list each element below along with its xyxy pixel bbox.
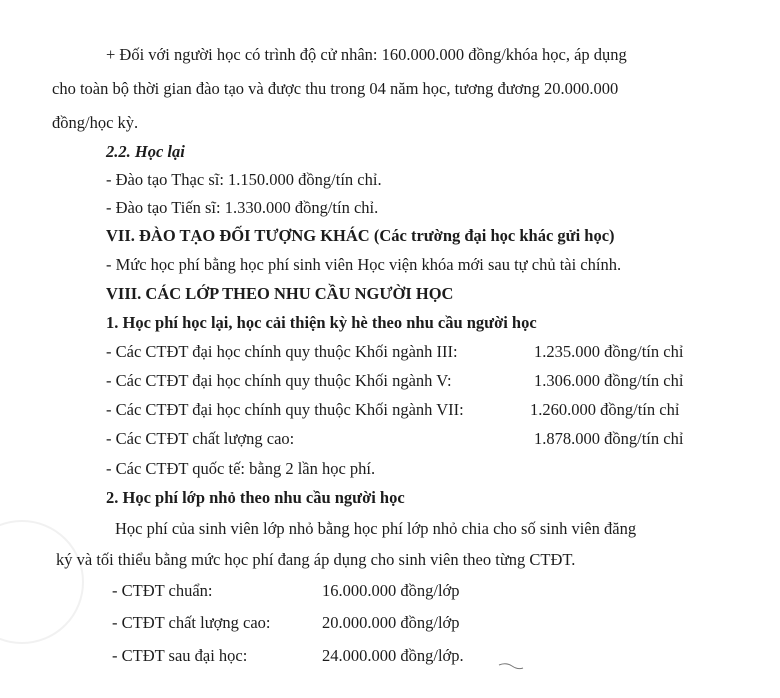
class-fee-label: - CTĐT chuẩn:: [112, 581, 213, 600]
pen-mark: [498, 662, 524, 672]
para1-line3: đồng/học kỳ.: [52, 113, 139, 132]
class-fee-label: - CTĐT chất lượng cao:: [112, 613, 271, 632]
fee-row-label: - Các CTĐT đại học chính quy thuộc Khối ngành VII:: [106, 400, 464, 419]
section-2-2-item: - Đào tạo Thạc sĩ: 1.150.000 đồng/tín chỉ.: [106, 170, 382, 189]
faded-stamp: [0, 520, 84, 644]
class-fee-value: 24.000.000 đồng/lớp.: [322, 646, 464, 665]
section-2-2-item: - Đào tạo Tiến sĩ: 1.330.000 đồng/tín chỉ.: [106, 198, 379, 217]
section-8-1-heading: 1. Học phí học lại, học cải thiện kỳ hè theo nhu cầu người học: [106, 313, 537, 332]
section-7-heading: VII. ĐÀO TẠO ĐỐI TƯỢNG KHÁC (Các trường đại học khác gửi học): [106, 226, 615, 245]
fee-row-value: 1.878.000 đồng/tín chỉ: [534, 429, 684, 448]
section-7-text: - Mức học phí bằng học phí sinh viên Học viện khóa mới sau tự chủ tài chính.: [106, 255, 622, 274]
section-8-heading: VIII. CÁC LỚP THEO NHU CẦU NGƯỜI HỌC: [106, 284, 454, 303]
section-8-2-line2: ký và tối thiểu bằng mức học phí đang áp dụng cho sinh viên theo từng CTĐT.: [56, 550, 576, 569]
section-8-2-heading: 2. Học phí lớp nhỏ theo nhu cầu người học: [106, 488, 405, 507]
fee-row-value: 1.260.000 đồng/tín chỉ: [530, 400, 680, 419]
fee-row-value: 1.306.000 đồng/tín chỉ: [534, 371, 684, 390]
section-8-2-line1: Học phí của sinh viên lớp nhỏ bằng học phí lớp nhỏ chia cho số sinh viên đăng: [115, 519, 637, 538]
section-2-2-heading: 2.2. Học lại: [106, 142, 185, 161]
fee-row-label: - Các CTĐT đại học chính quy thuộc Khối ngành III:: [106, 342, 458, 361]
fee-row-value: 1.235.000 đồng/tín chỉ: [534, 342, 684, 361]
fee-row-label: - Các CTĐT đại học chính quy thuộc Khối ngành V:: [106, 371, 452, 390]
class-fee-value: 20.000.000 đồng/lớp: [322, 613, 460, 632]
para1-line2: cho toàn bộ thời gian đào tạo và được thu trong 04 năm học, tương đương 20.000.000: [52, 79, 619, 98]
class-fee-value: 16.000.000 đồng/lớp: [322, 581, 460, 600]
fee-row-label: - Các CTĐT chất lượng cao:: [106, 429, 295, 448]
para1-line1: + Đối với người học có trình độ cử nhân: 160.000.000 đồng/khóa học, áp dụng: [106, 45, 627, 64]
class-fee-label: - CTĐT sau đại học:: [112, 646, 248, 665]
section-8-1-last: - Các CTĐT quốc tế: bằng 2 lần học phí.: [106, 459, 376, 478]
